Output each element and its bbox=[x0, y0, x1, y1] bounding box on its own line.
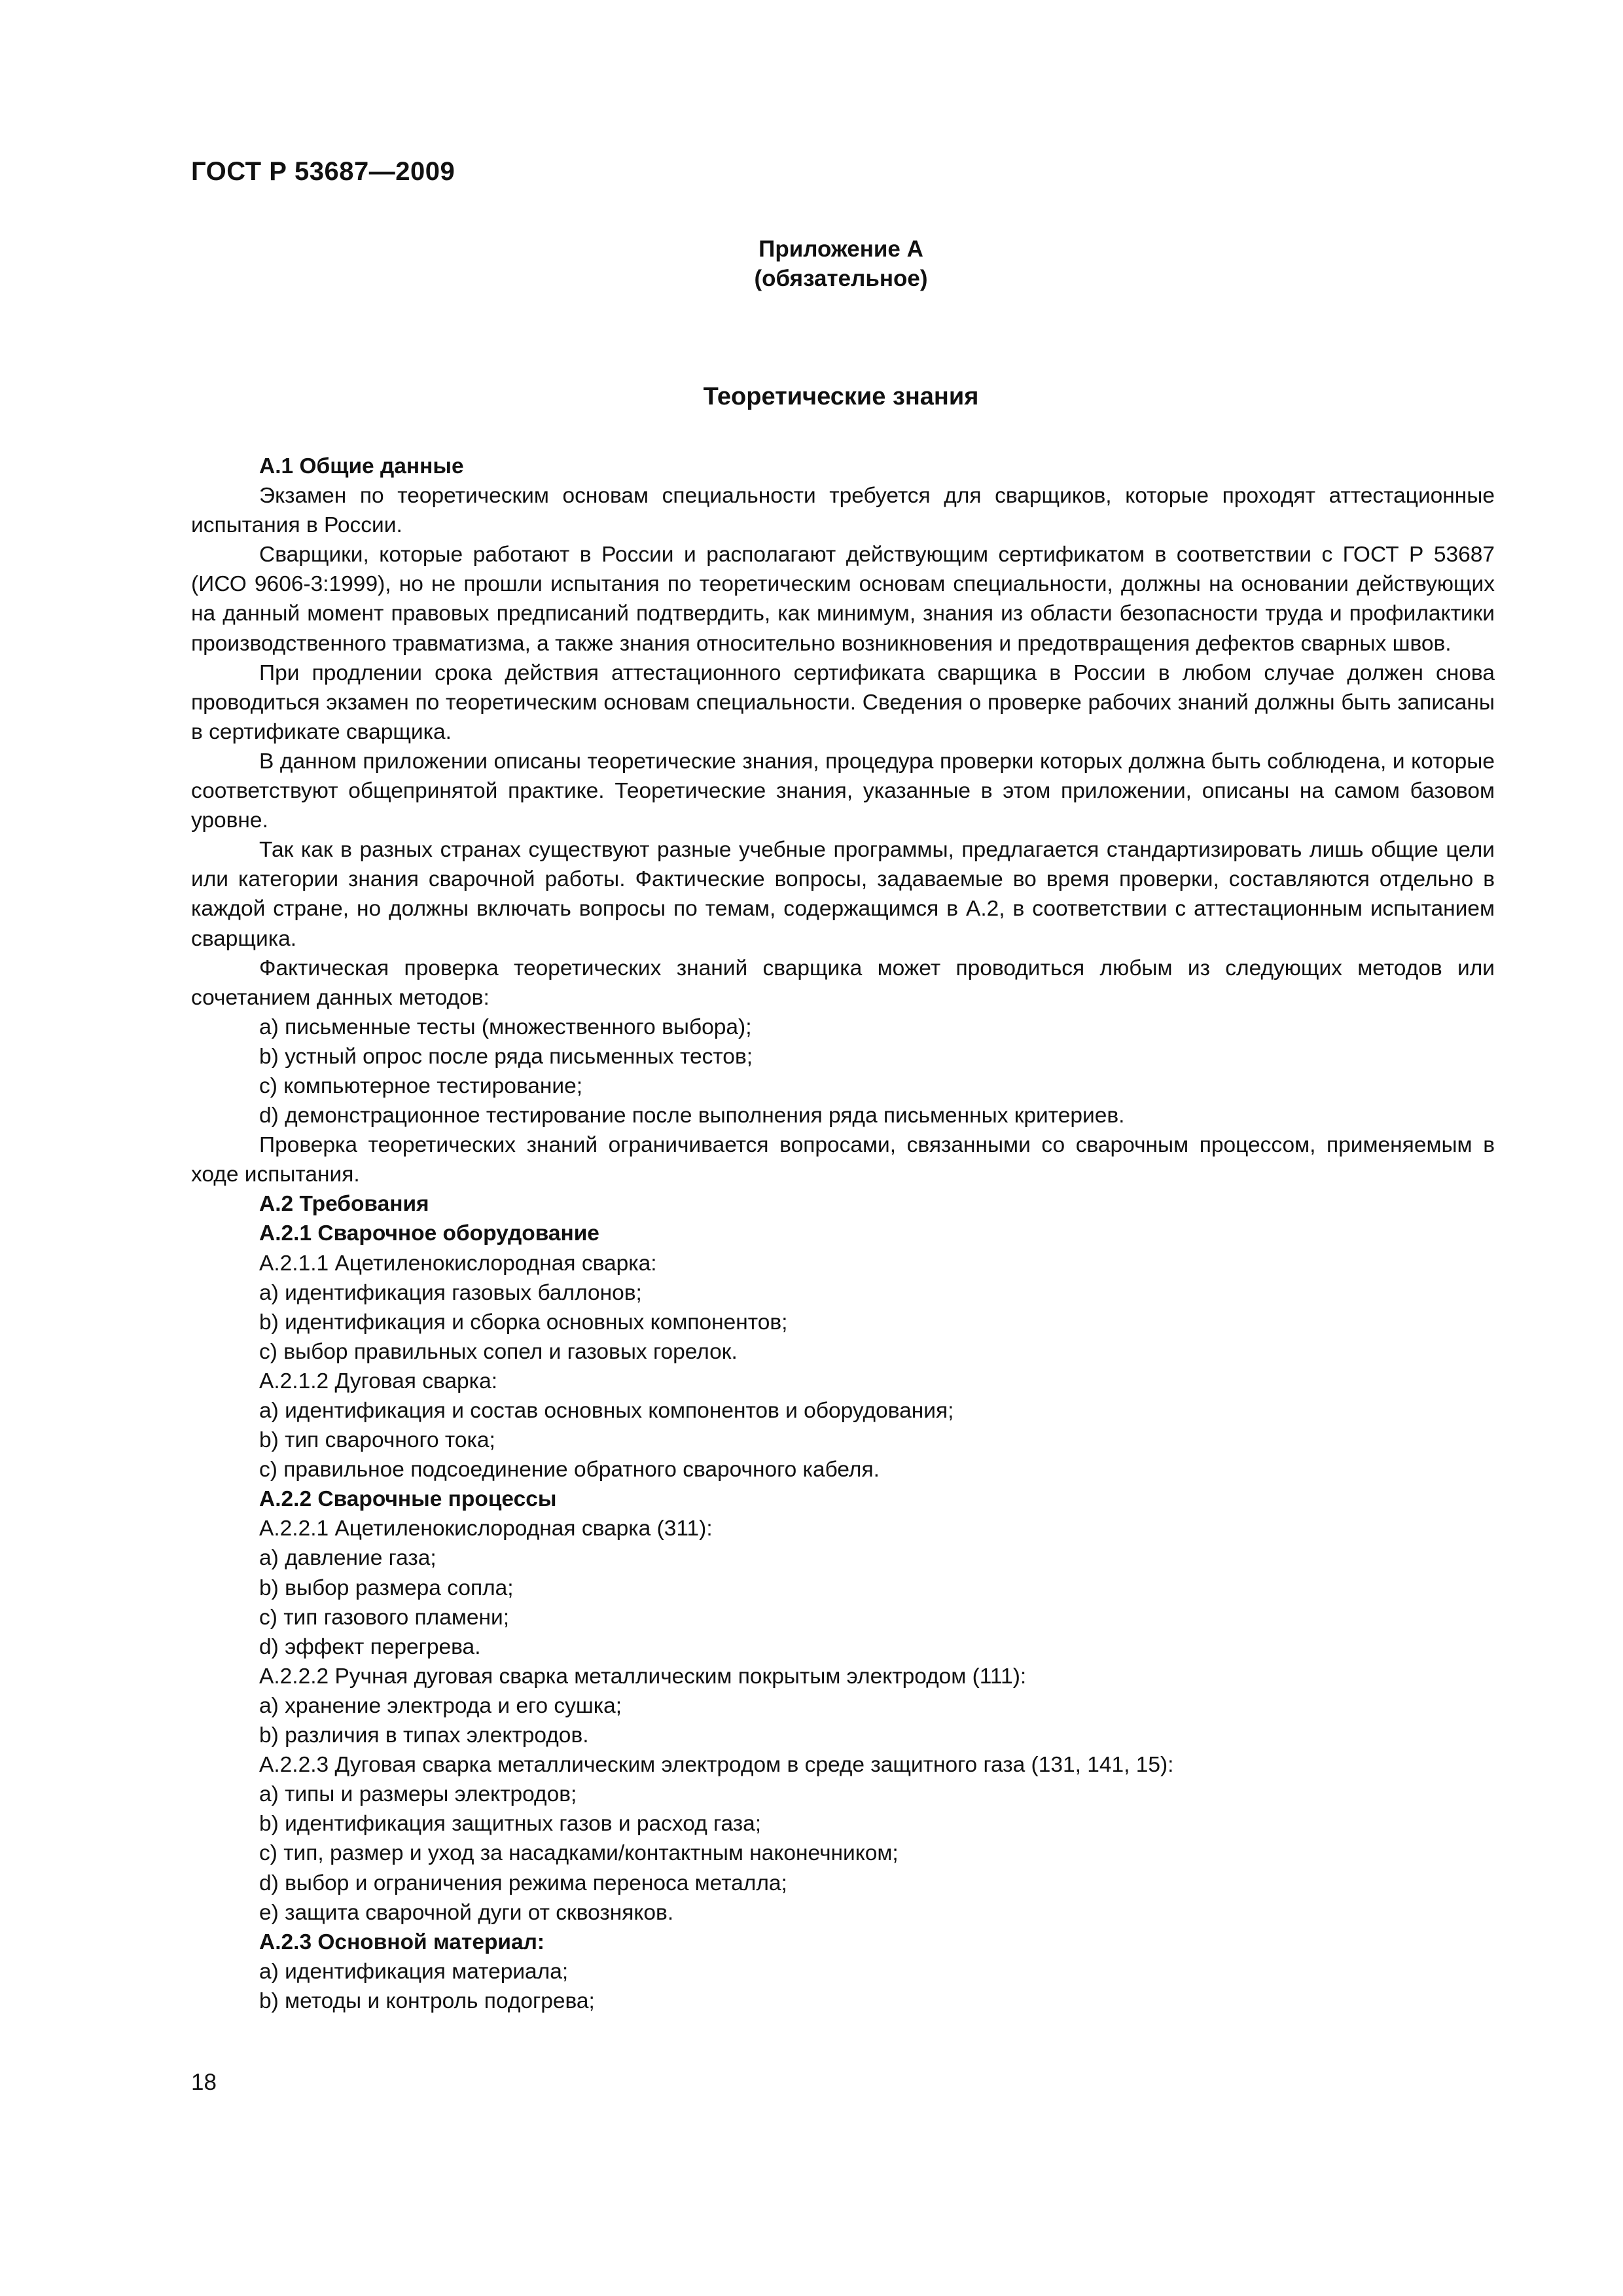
section-heading: А.1 Общие данные bbox=[259, 454, 464, 478]
section-heading: А.2.3 Основной материал: bbox=[259, 1929, 545, 1954]
page-number: 18 bbox=[191, 2070, 217, 2095]
appendix-status: (обязательное) bbox=[754, 266, 928, 291]
subsection-heading: А.2.1.2 Дуговая сварка: bbox=[259, 1369, 498, 1393]
list-item: b) методы и контроль подогрева; bbox=[259, 1988, 595, 2013]
list-item: b) выбор размера сопла; bbox=[259, 1575, 514, 1600]
section-heading: А.2.1 Сварочное оборудование bbox=[259, 1221, 599, 1246]
paragraph: Фактическая проверка теоретических знаний сварщика может проводиться любым из следующих методов или сочетанием данных методов: bbox=[191, 956, 1495, 1010]
list-item: e) защита сварочной дуги от сквозняков. bbox=[259, 1900, 674, 1925]
paragraph: Экзамен по теоретическим основам специальности требуется для сварщиков, которые проходят аттестационные испытания в России. bbox=[191, 484, 1495, 538]
list-item: a) письменные тесты (множественного выбора); bbox=[259, 1014, 752, 1039]
list-item: a) идентификация и состав основных компонентов и оборудования; bbox=[259, 1399, 954, 1423]
subsection-heading: А.2.2.3 Дуговая сварка металлическим электродом в среде защитного газа (131, 141, 15): bbox=[259, 1753, 1174, 1778]
list-item: c) выбор правильных сопел и газовых горелок. bbox=[259, 1339, 738, 1364]
list-item: b) идентификация и сборка основных компонентов; bbox=[259, 1310, 788, 1335]
document-body bbox=[191, 452, 1495, 2016]
subsection-heading: А.2.2.2 Ручная дуговая сварка металлическим покрытым электродом (111): bbox=[259, 1664, 1027, 1689]
paragraph: Так как в разных странах существуют разные учебные программы, предлагается стандартизировать лишь общие цели или категории знания сварочной работы. Фактические вопросы, задаваемые во время проверки, составляются отдельно в каждой стране, но должны включать вопросы по темам, содержащимся в А.2, в соответствии с аттестационным испытанием сварщика. bbox=[191, 838, 1495, 951]
list-item: a) идентификация газовых баллонов; bbox=[259, 1280, 642, 1305]
paragraph: В данном приложении описаны теоретические знания, процедура проверки которых должна быть соблюдена, и которые соответствуют общепринятой практике. Теоретические знания, указанные в этом приложении, описаны на самом базовом уровне. bbox=[191, 749, 1495, 833]
list-item: b) устный опрос после ряда письменных тестов; bbox=[259, 1044, 753, 1069]
list-item: a) хранение электрода и его сушка; bbox=[259, 1693, 622, 1718]
list-item: d) демонстрационное тестирование после выполнения ряда письменных критериев. bbox=[259, 1103, 1125, 1128]
list-item: a) давление газа; bbox=[259, 1546, 437, 1571]
list-item: c) правильное подсоединение обратного сварочного кабеля. bbox=[259, 1458, 880, 1482]
list-item: b) различия в типах электродов. bbox=[259, 1723, 589, 1748]
list-item: a) идентификация материала; bbox=[259, 1959, 569, 1984]
list-item: c) компьютерное тестирование; bbox=[259, 1073, 583, 1098]
list-item: c) тип газового пламени; bbox=[259, 1605, 510, 1630]
list-item: d) эффект перегрева. bbox=[259, 1634, 481, 1659]
paragraph: Проверка теоретических знаний ограничивается вопросами, связанными со сварочным процессом, применяемым в ходе испытания. bbox=[191, 1133, 1495, 1187]
section-heading: А.2 Требования bbox=[259, 1192, 429, 1217]
section-heading: А.2.2 Сварочные процессы bbox=[259, 1487, 557, 1512]
list-item: c) тип, размер и уход за насадками/контактным наконечником; bbox=[259, 1841, 899, 1866]
paragraph: При продлении срока действия аттестационного сертификата сварщика в России в любом случае должен снова проводиться экзамен по теоретическим основам специальности. Сведения о проверке рабочих знаний должны быть записаны в сертификате сварщика. bbox=[191, 660, 1495, 744]
appendix-label: Приложение А bbox=[758, 236, 923, 262]
subsection-heading: А.2.2.1 Ацетиленокислородная сварка (311): bbox=[259, 1516, 713, 1541]
appendix-heading bbox=[746, 234, 936, 293]
paragraph: Сварщики, которые работают в России и располагают действующим сертификатом в соответствии с ГОСТ Р 53687 (ИСО 9606-3:1999), но не прошли испытания по теоретическим основам специальности, должны на основании действующих на данный момент правовых предписаний подтвердить, как минимум, знания из области безопасности труда и профилактики производственного травматизма, а также знания относительно возникновения и предотвращения дефектов сварных швов. bbox=[191, 543, 1495, 656]
list-item: d) выбор и ограничения режима переноса металла; bbox=[259, 1871, 787, 1895]
list-item: a) типы и размеры электродов; bbox=[259, 1782, 577, 1807]
list-item: b) тип сварочного тока; bbox=[259, 1428, 495, 1453]
subsection-heading: А.2.1.1 Ацетиленокислородная сварка: bbox=[259, 1251, 657, 1276]
list-item: b) идентификация защитных газов и расход газа; bbox=[259, 1812, 762, 1837]
document-header: ГОСТ Р 53687—2009 bbox=[191, 157, 455, 186]
section-title: Теоретические знания bbox=[703, 383, 979, 410]
